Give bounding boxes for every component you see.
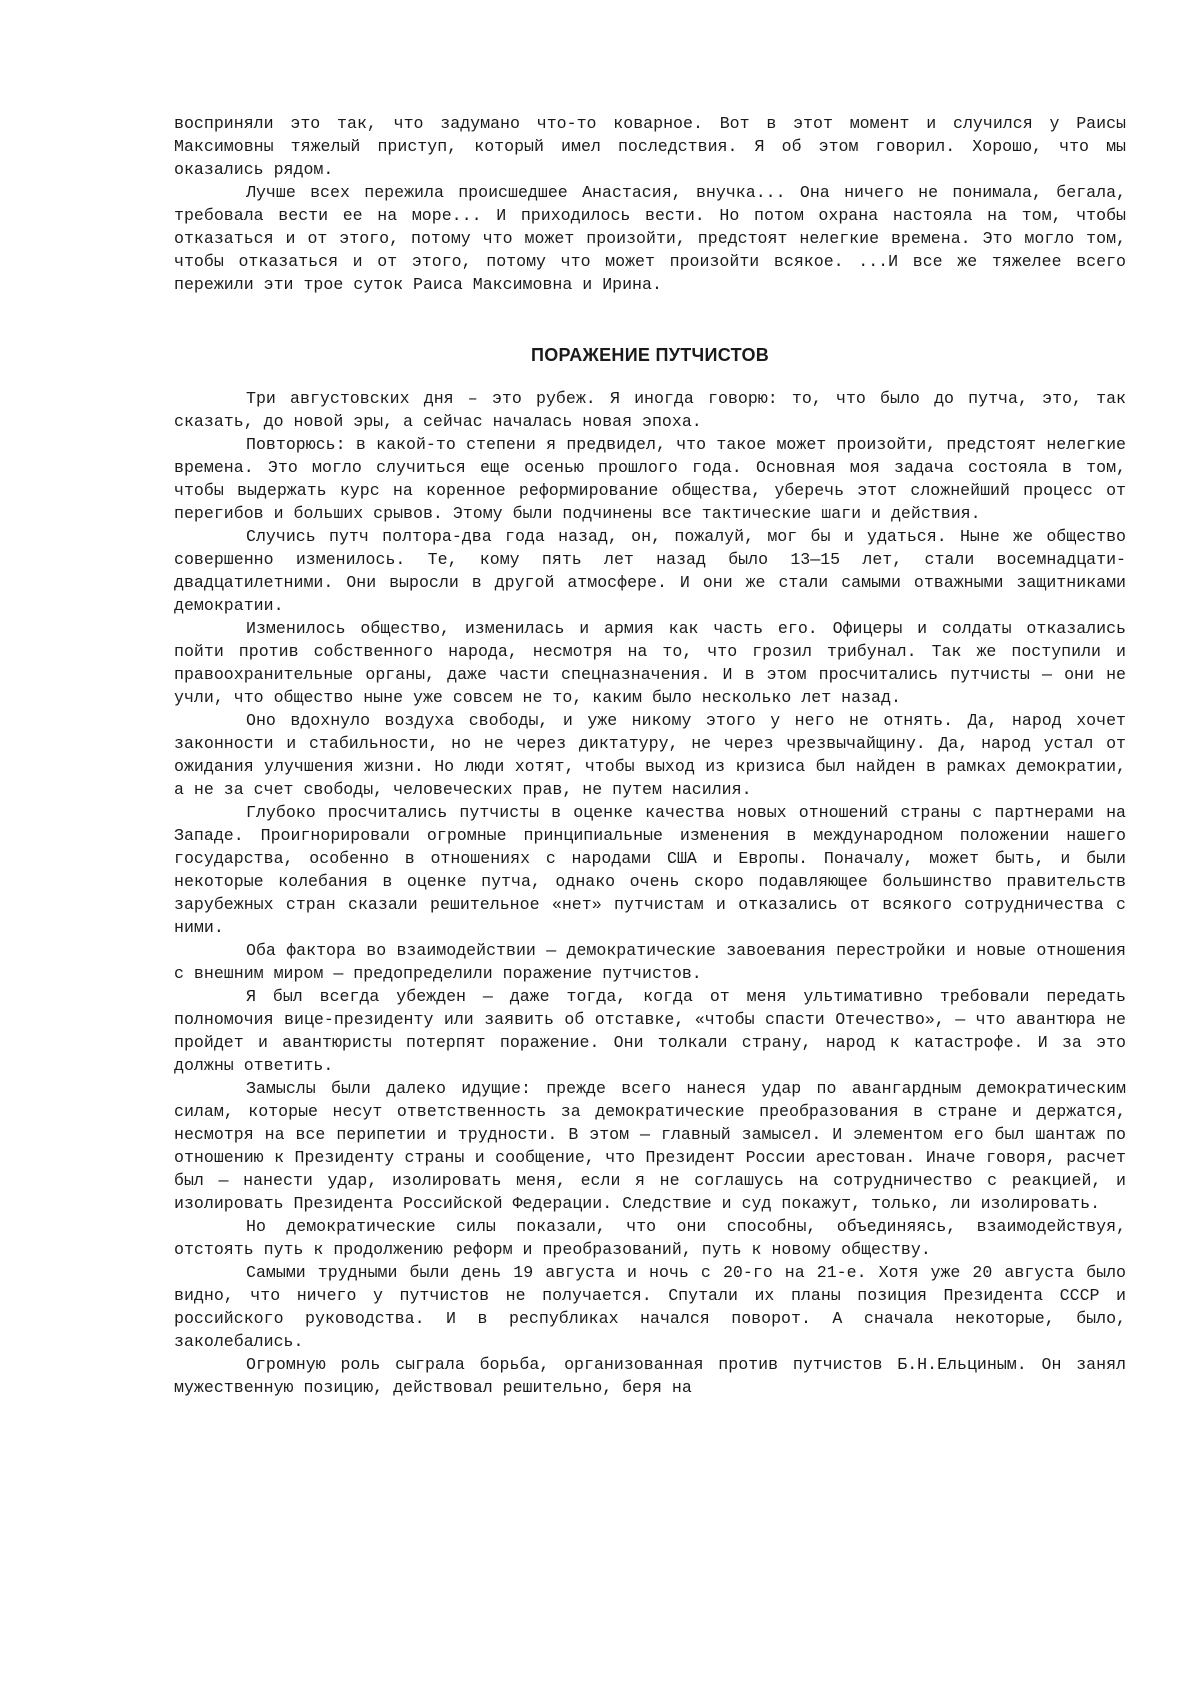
section-paragraph-3: Случись путч полтора-два года назад, он, пожалуй, мог бы и удаться. Ныне же общество совершенно изменилось. Те, кому пять лет назад было 13—15 лет, стали восемнадцати-двадцатилетними. Они выросли в другой атмосфере. И они же стали самыми отважными защитниками демократии. [174, 527, 1126, 615]
section-paragraph-10: Но демократические силы показали, что они способны, объединяясь, взаимодействуя, отстоять путь к продолжению реформ и преобразований, путь к новому обществу. [174, 1217, 1126, 1259]
section-paragraph-2: Повторюсь: в какой-то степени я предвидел, что такое может произойти, предстоят нелегкие времена. Это могло случиться еще осенью прошлого года. Основная моя задача состояла в том, чтобы выдержать курс на коренное реформирование общества, уберечь этот сложнейший процесс от перегибов и больших срывов. Этому были подчинены все тактические шаги и действия. [174, 435, 1126, 523]
section-paragraph-8: Я был всегда убежден — даже тогда, когда от меня ультимативно требовали передать полномочия вице-президенту или заявить об отставке, «чтобы спасти Отечество», — что авантюра не пройдет и авантюристы потерпят поражение. Они толкали страну, народ к катастрофе. И за это должны ответить. [174, 987, 1126, 1075]
section-paragraph-12: Огромную роль сыграла борьба, организованная против путчистов Б.Н.Ельциным. Он занял мужественную позицию, действовал решительно, беря на [174, 1355, 1126, 1397]
document-page [174, 112, 1126, 1399]
section-title: ПОРАЖЕНИЕ ПУТЧИСТОВ [530, 345, 770, 365]
intro-paragraph-1: восприняли это так, что задумано что-то коварное. Вот в этот момент и случился у Раисы Максимовны тяжелый приступ, который имел последствия. Я об этом говорил. Хорошо, что мы оказались рядом. [174, 114, 1126, 179]
section-paragraph-7: Оба фактора во взаимодействии — демократические завоевания перестройки и новые отношения с внешним миром — предопределили поражение путчистов. [174, 941, 1126, 983]
section-paragraph-5: Оно вдохнуло воздуха свободы, и уже никому этого у него не отнять. Да, народ хочет законности и стабильности, но не через диктатуру, не через чрезвычайщину. Да, народ устал от ожидания улучшения жизни. Но люди хотят, чтобы выход из кризиса был найден в рамках демократии, а не за счет свободы, человеческих прав, не путем насилия. [174, 711, 1126, 799]
section-paragraph-1: Три августовских дня – это рубеж. Я иногда говорю: то, что было до путча, это, так сказать, до новой эры, а сейчас началась новая эпоха. [174, 389, 1126, 431]
section-paragraph-11: Самыми трудными были день 19 августа и ночь с 20-го на 21-е. Хотя уже 20 августа было видно, что ничего у путчистов не получается. Спутали их планы позиция Президента СССР и российского руководства. И в республиках начался поворот. А сначала некоторые, было, заколебались. [174, 1263, 1126, 1351]
section-paragraph-6: Глубоко просчитались путчисты в оценке качества новых отношений страны с партнерами на Западе. Проигнорировали огромные принципиальные изменения в международном положении нашего государства, особенно в отношениях с народами США и Европы. Поначалу, может быть, и были некоторые колебания в оценке путча, однако очень скоро подавляющее большинство правительств зарубежных стран сказали решительное «нет» путчистам и отказались от всякого сотрудничества с ними. [174, 803, 1126, 937]
intro-paragraph-2: Лучше всех пережила происшедшее Анастасия, внучка... Она ничего не понимала, бегала, требовала вести ее на море... И приходилось вести. Но потом охрана настояла на том, чтобы отказаться и от этого, потому что может произойти, предстоят нелегкие времена. Это могло том, чтобы отказаться и от этого, потому что может произойти всякое. ...И все же тяжелее всего пережили эти трое суток Раиса Максимовна и Ирина. [174, 183, 1126, 294]
section-paragraph-9: Замыслы были далеко идущие: прежде всего нанеся удар по авангардным демократическим силам, которые несут ответственность за демократические преобразования в стране и держатся, несмотря на все перипетии и трудности. В этом — главный замысел. И элементом его был шантаж по отношению к Президенту страны и сообщение, что Президент России арестован. Иначе говоря, расчет был — нанести удар, изолировать меня, если я не соглашусь на сотрудничество с реакцией, и изолировать Президента Российской Федерации. Следствие и суд покажут, только, ли изолировать. [174, 1079, 1126, 1213]
section-paragraph-4: Изменилось общество, изменилась и армия как часть его. Офицеры и солдаты отказались пойти против собственного народа, несмотря на то, что грозил трибунал. Так же поступили и правоохранительные органы, даже части спецназначения. И в этом просчитались путчисты — они не учли, что общество ныне уже совсем не то, каким было несколько лет назад. [174, 619, 1126, 707]
